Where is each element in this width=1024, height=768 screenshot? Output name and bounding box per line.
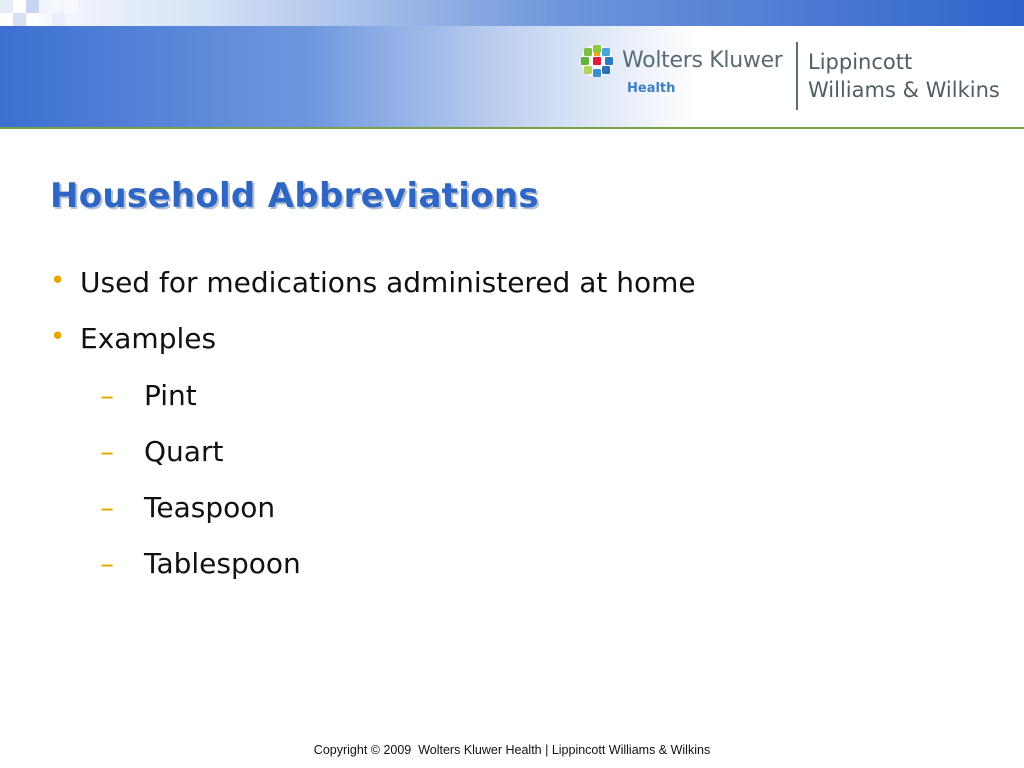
decorative-square	[0, 13, 13, 26]
logo-partner	[808, 48, 1000, 104]
decorative-square	[13, 0, 26, 13]
logo-division: Health	[627, 81, 676, 96]
logo-company-name: Wolters Kluwer	[622, 48, 783, 73]
header-top-strip	[0, 0, 1024, 26]
bullet-text: Used for medications administered at home	[80, 266, 696, 299]
copyright-text: Copyright © 2009 Wolters Kluwer Health | Lippincott Williams & Wilkins	[313, 743, 711, 757]
dash-marker-icon: –	[100, 435, 114, 468]
decorative-square	[52, 13, 65, 26]
bullet-text: Examples	[80, 322, 217, 355]
logo-divider	[796, 42, 798, 110]
decorative-square	[65, 0, 78, 13]
bullet-text: Tablespoon	[144, 547, 301, 580]
bullet-text: Pint	[144, 379, 197, 412]
bullet-text: Teaspoon	[144, 491, 276, 524]
bullet-marker-icon: •	[50, 266, 66, 296]
header-rule	[0, 127, 1024, 129]
bullet-text: Quart	[144, 435, 224, 468]
publisher-logo	[580, 42, 1020, 114]
logo-partner-line2: Williams & Wilkins	[808, 78, 1000, 102]
decorative-square	[0, 0, 13, 13]
decorative-square	[39, 0, 52, 13]
dash-marker-icon: –	[100, 379, 114, 412]
logo-partner-line1: Lippincott	[808, 50, 913, 74]
bullet-marker-icon: •	[50, 322, 66, 352]
dash-marker-icon: –	[100, 491, 114, 524]
wolters-kluwer-logo-icon	[580, 44, 614, 78]
dash-marker-icon: –	[100, 547, 114, 580]
decorative-square	[26, 0, 39, 13]
decorative-square	[26, 13, 39, 26]
slide-title: Household Abbreviations	[50, 176, 539, 216]
copyright-footer	[0, 743, 1024, 757]
decorative-square	[13, 13, 26, 26]
